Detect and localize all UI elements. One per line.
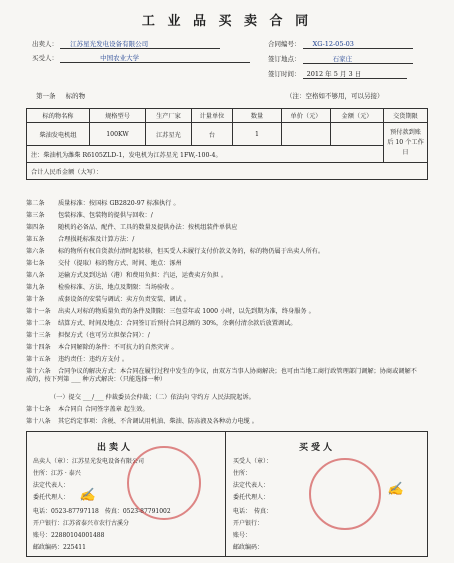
cell-amount: [331, 123, 384, 146]
clause-text: 标的物所有权自货款付清时起转移，但买受人未履行支付价款义务的，标的物仍属于出卖人所有。: [58, 248, 325, 255]
clause-label: 第四条: [26, 224, 45, 231]
clause-text: 运输方式及到达站（港）和费用负担：汽运，运费卖方负担 。: [58, 272, 228, 279]
cell-delivery: 预付款到账后 10 个工作日: [384, 123, 428, 163]
clause-label: 第七条: [26, 260, 45, 267]
buyer-line: 开户银行：: [233, 520, 264, 527]
place: 石家庄: [303, 55, 413, 64]
buyer-line: 电话： 传真：: [233, 508, 273, 515]
seller-name: 江苏星光发电设备有限公司: [60, 40, 220, 49]
buyer-line: 邮政编码：: [233, 544, 264, 551]
clause-4: [26, 224, 237, 232]
contract-no-row: [268, 40, 413, 49]
col-header-price: 单价（元）: [282, 109, 331, 123]
date-row: [268, 70, 407, 79]
col-header-maker: 生产厂家: [146, 109, 192, 123]
cell-price: [282, 123, 331, 146]
seller-line: 邮政编码：225411: [33, 544, 86, 551]
buyer-line: 买受人（章）：: [233, 458, 273, 465]
goods-table: [26, 108, 428, 180]
goods-row: [27, 123, 428, 146]
clause-12: [26, 320, 296, 328]
clause-text: 合理损耗标准及计算方法：/: [58, 236, 135, 243]
buyer-name: 中国农业大学: [60, 54, 250, 63]
clause-text: 随机的必备品、配件、工具的数量及提供办法：按机组装件单供应: [58, 224, 238, 231]
clause-11: [26, 308, 315, 316]
seller-signature: ✍: [79, 488, 96, 503]
buyer-block-heading: 买受人: [299, 443, 336, 453]
cell-name: 柴油发电机组: [27, 123, 90, 146]
total-amount-label: 合计人民币金额（大写）：: [27, 163, 428, 180]
sign-date: 2012 年 5 月 3 日: [303, 70, 407, 79]
clause-label: 第二条: [26, 200, 45, 207]
clause-6: [26, 248, 324, 256]
clause-label: 第十三条: [26, 332, 51, 339]
seller-label: 出卖人：: [32, 40, 58, 48]
seller-line: 出卖人（章）：江苏星光发电设备有限公司: [33, 458, 145, 465]
clause-text: 本合同自 合同签字盖章 起生效。: [58, 406, 149, 413]
seller-block-heading: 出卖人: [97, 443, 134, 453]
article1-heading: [36, 92, 85, 100]
col-header-name: 标的物名称: [27, 109, 90, 123]
goods-note-row: [27, 146, 428, 163]
seller-line: 账号：22880104001488: [33, 532, 105, 539]
buyer-row: [32, 54, 250, 63]
clause-text: 违约责任：违约方支付 。: [58, 356, 129, 363]
clause-label: 第三条: [26, 212, 45, 219]
clause-14: [26, 344, 178, 352]
buyer-line: 法定代表人：: [233, 482, 270, 489]
clause-3: [26, 212, 153, 220]
clause-label: 第十一条: [26, 308, 51, 315]
buyer-stamp: [309, 458, 381, 530]
clause-label: 第八条: [26, 272, 45, 279]
seller-row: [32, 40, 220, 49]
article1-label: 第一条: [36, 92, 56, 100]
buyer-line: 委托代理人：: [233, 494, 270, 501]
signature-divider: [225, 432, 226, 556]
cell-unit: 台: [192, 123, 233, 146]
seller-line: 法定代表人：: [33, 482, 70, 489]
clause-text: 质量标准：按国标 GB2820-97 标准执行 。: [58, 200, 180, 207]
goods-total-row: [27, 163, 428, 180]
clause-8: [26, 272, 227, 280]
place-label: 签订地点：: [268, 55, 301, 63]
clause-17: [26, 406, 149, 414]
col-header-unit: 计量单位: [192, 109, 233, 123]
clause-text: （一）提交 ___/___ 仲裁委员会仲裁；（二）依法向 守约方 人民法院起诉。: [50, 394, 255, 401]
signature-section: [26, 431, 428, 557]
col-header-delivery: 交货期限: [384, 109, 428, 123]
clause-label: 第十五条: [26, 356, 51, 363]
clause-15: [26, 356, 128, 364]
clause-13: [26, 332, 150, 340]
cell-spec: 100KW: [90, 123, 146, 146]
contract-title: 工 业 品 买 卖 合 同: [141, 14, 313, 29]
buyer-line: 账号：: [233, 532, 252, 539]
clause-text: 成套设备的安装与调试：卖方负责安装、调试 。: [58, 296, 190, 303]
article1-title: 标的物: [65, 92, 86, 100]
buyer-line: 住所：: [233, 470, 252, 477]
clause-2: [26, 200, 180, 208]
seller-line: 电话：0523-87797118 传真：0523-87791002: [33, 508, 171, 515]
clause-text: 检验标准、方法、地点及期限：当场验收 。: [58, 284, 178, 291]
seller-line: 开户银行：江苏省泰兴市农行古溪分: [33, 520, 130, 527]
clause-label: 第十二条: [26, 320, 51, 327]
clause-text: 其它约定事项：含税、不含调试用机油、柴油、防冻液及各种动力电缆 。: [58, 418, 258, 425]
clause-10: [26, 296, 190, 304]
cell-qty: 1: [233, 123, 282, 146]
clause-label: 第十条: [26, 296, 45, 303]
clause-label: 第十六条: [26, 368, 51, 375]
cell-maker: 江苏星光: [146, 123, 192, 146]
place-row: [268, 55, 413, 64]
article1-note: （注：空格如不够用，可以另接）: [286, 92, 384, 100]
col-header-qty: 数量: [233, 109, 282, 123]
clause-9: [26, 284, 178, 292]
seller-line: 住所：江苏 · 泰兴: [33, 470, 81, 477]
clause-label: 第十七条: [26, 406, 51, 413]
clause-7: [26, 260, 182, 268]
clause-text: 本合同解除的条件：不可抗力的自然灾害 。: [58, 344, 178, 351]
clause-5: [26, 236, 134, 244]
clause-text: 担保方式（也可另立担保合同）：/: [58, 332, 150, 339]
clause-text: 出卖人对标的物质量负责的条件及期限：三包壹年或 1000 小时，以先到期为准，终身服务 。: [58, 308, 315, 315]
clause-text: 交付（提取）标的物方式、时间、地点：涿州: [58, 260, 182, 267]
buyer-signature: ✍: [387, 482, 404, 497]
clause-text: 结算方式、时间及地点：合同签订后预付合同总额的 30%，余剩付清余款后放置调试。: [58, 320, 297, 327]
spec-note: 注：柴油机为潍柴 R6105ZLD-1，发电机为江苏星光 1FW,-100-4。: [27, 146, 384, 163]
date-label: 签订时间：: [268, 70, 301, 78]
contract-no-label: 合同编号：: [268, 40, 301, 48]
clause-label: 第十八条: [26, 418, 51, 425]
contract-no: XG-12-05-03: [303, 40, 413, 49]
clause-label: 第十四条: [26, 344, 51, 351]
clause-label: 第六条: [26, 248, 45, 255]
clause-label: 第九条: [26, 284, 45, 291]
clause-18: [26, 418, 258, 426]
col-header-spec: 规格型号: [90, 109, 146, 123]
seller-stamp: [127, 446, 201, 520]
clause-text: 包装标准、包装物的提供与回收：/: [58, 212, 153, 219]
clause-16-options: [50, 394, 255, 402]
col-header-amount: 金额（元）: [331, 109, 384, 123]
seller-line: 委托代理人：: [33, 494, 70, 501]
buyer-label: 买受人：: [32, 54, 58, 62]
clause-16: [26, 368, 422, 384]
clause-text: 合同争议的解决方式：本合同在履行过程中发生的争议，由双方当事人协商解决；也可由当地工商行政管理部门调解；协商或调解不成的，按下列第 ___ 种方式解决：（只能选择一种）: [26, 368, 417, 383]
goods-header-row: [27, 109, 428, 123]
clause-label: 第五条: [26, 236, 45, 243]
